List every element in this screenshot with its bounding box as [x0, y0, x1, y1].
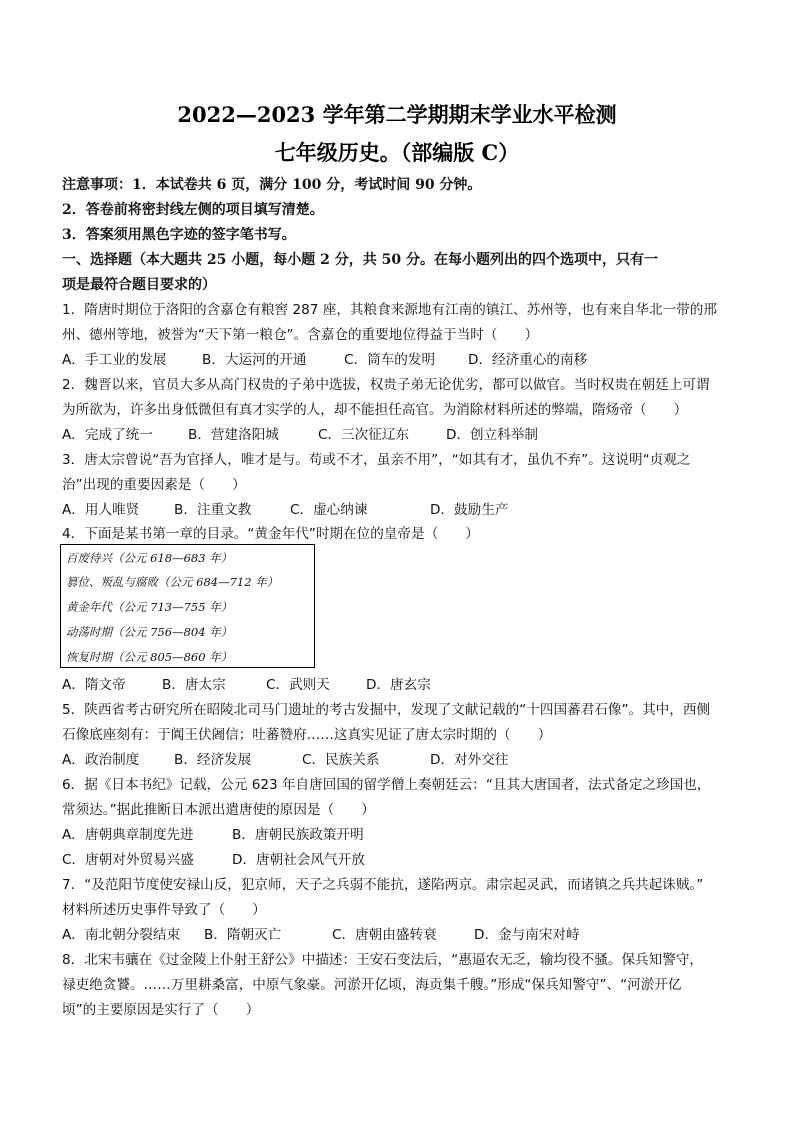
option-c: C．唐朝由盛转衰: [332, 927, 437, 943]
notice-line-2: 2．答卷前将密封线左侧的项目填写清楚。: [62, 202, 324, 218]
option-c: C．民族关系: [302, 752, 380, 768]
option-d: D．经济重心的南移: [468, 352, 588, 368]
toc-entry: 动荡时期（公元 756—804 年）: [66, 625, 233, 639]
option-c: C．筒车的发明: [344, 352, 436, 368]
question-4-options: [62, 677, 431, 693]
option-b: B．注重文教: [174, 502, 252, 518]
option-d: D．唐朝社会风气开放: [232, 852, 365, 868]
option-a: A．用人唯贤: [62, 502, 140, 518]
toc-entry: 百废待兴（公元 618—683 年）: [66, 551, 233, 565]
option-b: B．大运河的开通: [202, 352, 307, 368]
notice-line-1: 注意事项：1．本试卷共 6 页，满分 100 分，考试时间 90 分钟。: [62, 177, 482, 193]
toc-entry: 篡位、叛乱与腐败（公元 684—712 年）: [66, 575, 279, 589]
option-d: D．创立科举制: [446, 427, 539, 443]
question-5-options: [62, 752, 508, 768]
option-a: A．南北朝分裂结束: [62, 927, 181, 943]
option-c: C．唐朝对外贸易兴盛: [62, 852, 194, 868]
question-3-line-1: 3．唐太宗曾说“吾为官择人，唯才是与。苟或不才，虽亲不用”，“如其有才，虽仇不弃”。这说明“贞观之: [62, 452, 691, 468]
question-1-line-2: 州、德州等地，被誉为“天下第一粮仓”。含嘉仓的重要地位得益于当时（ ）: [62, 327, 539, 343]
notice-line-3: 3．答案须用黑色字迹的签字笔书写。: [62, 227, 296, 243]
question-6-line-1: 6．据《日本书纪》记载，公元 623 年自唐回国的留学僧上奏朝廷云：“且其大唐国者，法式备定之珍国也，: [62, 777, 711, 793]
question-2-line-2: 为所欲为，许多出身低微但有真才实学的人，却不能担任高官。为消除材料所述的弊端，隋炀帝（ ）: [62, 402, 688, 418]
question-5-line-2: 石像底座刻有：于阗王伏阇信；吐蕃赞府……这真实见证了唐太宗时期的（ ）: [62, 727, 552, 743]
section-heading-line-1: 一、选择题（本大题共 25 小题，每小题 2 分，共 50 分。在每小题列出的四个选项中，只有一: [62, 252, 658, 268]
question-2-line-1: 2．魏晋以来，官员大多从高门权贵的子弟中选拔，权贵子弟无论优劣，都可以做官。当时权贵在朝廷上可谓: [62, 377, 710, 393]
option-a: A．政治制度: [62, 752, 140, 768]
question-8-line-3: 顷”的主要原因是实行了（ ）: [62, 1002, 260, 1018]
question-6-options-row-1: [62, 827, 364, 843]
question-6-line-2: 常须达。”据此推断日本派出遣唐使的原因是（ ）: [62, 802, 375, 818]
option-b: B．经济发展: [174, 752, 252, 768]
question-1-line-1: 1．隋唐时期位于洛阳的含嘉仓有粮窖 287 座，其粮食来源地有江南的镇江、苏州等，也有来自华北一带的邢: [62, 302, 717, 318]
question-7-options: [62, 927, 580, 943]
question-3-options: [62, 502, 508, 518]
option-b: B．营建洛阳城: [188, 427, 279, 443]
option-a: A．完成了统一: [62, 427, 153, 443]
question-3-line-2: 治”出现的重要因素是（ ）: [62, 477, 246, 493]
question-2-options: [62, 427, 538, 443]
option-d: D．金与南宋对峙: [474, 927, 580, 943]
question-6-options-row-2: [62, 852, 365, 868]
option-b: B．唐朝民族政策开明: [232, 827, 364, 843]
option-d: D．对外交往: [430, 752, 509, 768]
toc-entry: 恢复时期（公元 805—860 年）: [66, 650, 233, 664]
option-d: D．唐玄宗: [366, 677, 431, 693]
option-a: A．唐朝典章制度先进: [62, 827, 194, 843]
question-5-line-1: 5．陕西省考古研究所在昭陵北司马门遗址的考古发掘中，发现了文献记载的“十四国蕃君石像”。其中，西侧: [62, 702, 711, 718]
question-7-line-1: 7．“及范阳节度使安禄山反，犯京师，天子之兵弱不能抗，遂陷两京。肃宗起灵武，而诸镇之兵共起诛贼。”: [62, 877, 704, 893]
question-8-line-2: 禄吏绝贪饕。……万里耕桑富，中原气象豪。河淤开亿顷，海贡集千艘。”形成“保兵知警守”、“河淤开亿: [62, 977, 682, 993]
option-c: C．虚心纳谏: [290, 502, 368, 518]
option-a: A．隋文帝: [62, 677, 126, 693]
exam-subtitle: 七年级历史。（部编版 C）: [274, 140, 520, 165]
option-c: C．三次征辽东: [318, 427, 410, 443]
option-a: A．手工业的发展: [62, 352, 167, 368]
table-of-contents-box: [60, 544, 315, 668]
question-8-line-1: 8．北宋韦骧在《过金陵上仆射王舒公》中描述：王安石变法后，“惠逼农无乏，输均役不骚。保兵知警守，: [62, 952, 704, 968]
option-b: B．隋朝灭亡: [204, 927, 282, 943]
section-heading-line-2: 项是最符合题目要求的）: [62, 277, 216, 293]
option-d: D．鼓励生产: [430, 502, 509, 518]
exam-title: 2022—2023 学年第二学期期末学业水平检测: [177, 102, 617, 127]
question-4-line-1: 4．下面是某书第一章的目录。“黄金年代”时期在位的皇帝是（ ）: [62, 526, 479, 542]
question-7-line-2: 材料所述历史事件导致了（ ）: [62, 902, 266, 918]
option-c: C．武则天: [266, 677, 330, 693]
question-1-options: [62, 352, 587, 368]
toc-entry: 黄金年代（公元 713—755 年）: [66, 600, 233, 614]
option-b: B．唐太宗: [162, 677, 226, 693]
